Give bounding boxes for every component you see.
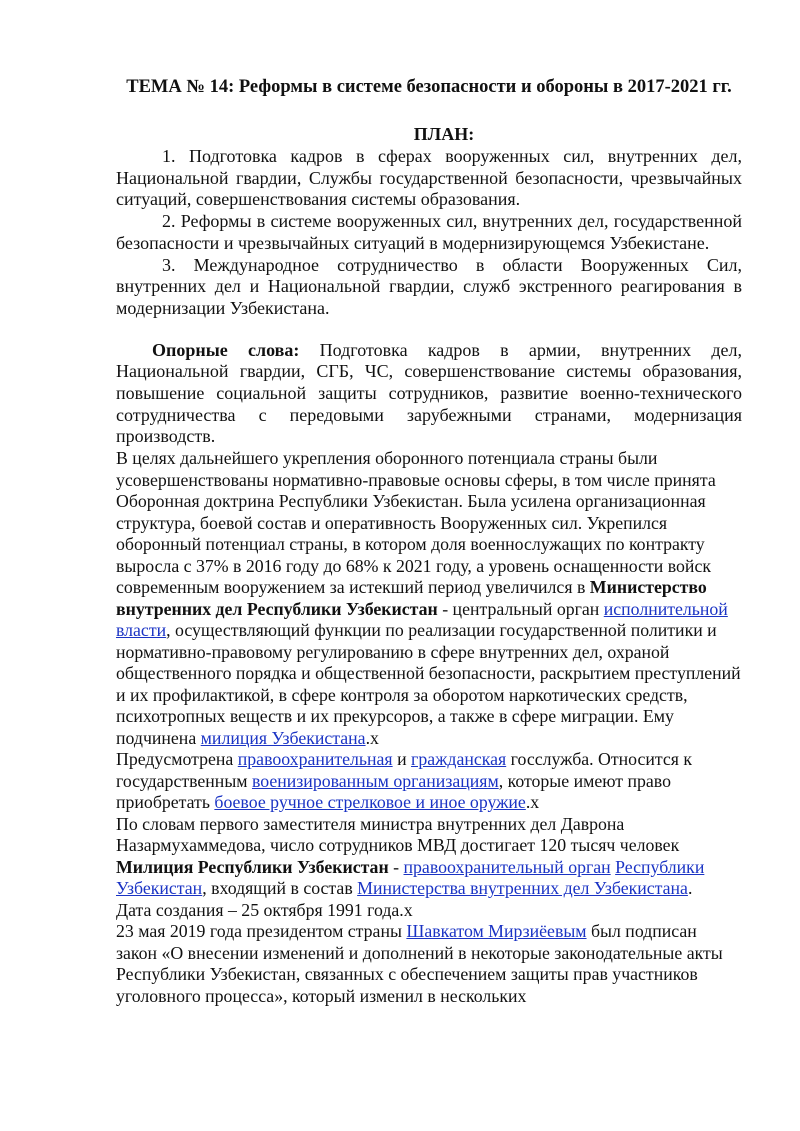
paragraph-law <box>116 921 742 1007</box>
p2-text4: , которые имеют право приобретать <box>116 770 671 813</box>
keywords-text: Подготовка кадров в армии, внутренних дел, Национальной гвардии, СГБ, ЧС, совершенствование системы образования, повышение социальной защиты сотрудников, развитие военно-технического сотрудничества с передовыми зарубежными странами, модернизация производств. <box>116 339 743 447</box>
link-law-enforcement[interactable]: правоохранительная <box>237 749 393 770</box>
plan-item-2: 2. Реформы в системе вооруженных сил, внутренних дел, государственной безопасности и чрезвычайных ситуаций в модернизирующемся Узбекистане. <box>116 211 742 253</box>
plan-heading: ПЛАН: <box>413 124 475 144</box>
p6-text1: 23 мая 2019 года президентом страны <box>116 921 407 942</box>
paragraph-creation-date: Дата создания – 25 октября 1991 года.х <box>116 899 413 920</box>
p1-end: .х <box>365 727 379 748</box>
mvd-heading: Министерство внутренних дел Республики Узбекистан <box>116 577 707 619</box>
p4-end: . <box>687 878 693 899</box>
p1-text2: - центральный орган <box>437 598 604 619</box>
p1-text: В целях дальнейшего укрепления оборонного потенциала страны были усовершенствованы нормативно-правовые основы сферы, в том числе принята Оборонная доктрина Республики Узбекистан. Была усилена организационная структура, боевой состав и оперативность Вооруженных сил. Укрепился оборонный потенциал страны, в котором доля военнослужащих по контракту выросла с 37% в 2016 году до 68% к 2021 году, а уровень оснащенности войск современным вооружением за истекший период увеличился в <box>116 448 716 598</box>
p2-text2: и <box>392 749 412 770</box>
link-mirziyoyev[interactable]: Шавкатом Мирзиёевым <box>406 921 587 942</box>
spacer <box>116 320 742 340</box>
link-militia-uzbekistan[interactable]: милиция Узбекистана <box>200 727 366 748</box>
p4-text3: , входящий в состав <box>202 878 358 899</box>
plan-item-3: 3. Международное сотрудничество в области Вооруженных Сил, внутренних дел и Национальной гвардии, служб экстренного реагирования в модернизации Узбекистана. <box>116 254 742 318</box>
paragraph-service <box>116 749 742 814</box>
link-republic-uzbekistan[interactable]: Республики Узбекистан <box>116 856 705 899</box>
p6-text2: был подписан закон «О внесении изменений и дополнений в некоторые законодательные акты Республики Узбекистан, связанных с обеспечением защиты прав участников уголовного процесса», который изменил в нескольких <box>116 921 723 1006</box>
paragraph-militia <box>116 857 742 900</box>
plan-item-1: 1. Подготовка кадров в сферах вооруженных сил, внутренних дел, Национальной гвардии, Службы государственной безопасности, чрезвычайных ситуаций, совершенствования системы образования. <box>116 146 742 210</box>
p2-end: .х <box>525 792 540 813</box>
link-paramilitary[interactable]: военизированным организациям <box>251 770 499 791</box>
keywords-label: Опорные слова: <box>152 339 300 360</box>
document-title: ТЕМА № 14: Реформы в системе безопасности и обороны в 2017-2021 гг. <box>126 77 732 97</box>
document-page <box>116 72 742 1007</box>
p2-text1: Предусмотрена <box>116 749 238 770</box>
p1-text3: , осуществляющий функции по реализации государственной политики и нормативно-правовому регулированию в сфере внутренних дел, охраной общественного порядка и общественной безопасности, раскрытием преступлений и их профилактикой, в сфере контроля за оборотом наркотических средств, психотропных веществ и их прекурсоров, а также в сфере миграции. Ему подчинена <box>116 620 741 748</box>
link-law-enforcement-body[interactable]: правоохранительный орган <box>403 856 611 877</box>
p4-text1: - <box>388 856 404 877</box>
link-civil[interactable]: гражданская <box>411 749 507 770</box>
p2-text3: госслужба. Относится к государственным <box>116 749 693 791</box>
link-executive-power[interactable]: исполнительной власти <box>116 598 728 641</box>
paragraph-staff: По словам первого заместителя министра внутренних дел Даврона Назармухаммедова, число сотрудников МВД достигает 120 тысяч человек <box>116 813 680 856</box>
link-weapons[interactable]: боевое ручное стрелковое и иное оружие <box>214 792 526 813</box>
keywords-paragraph <box>116 340 742 449</box>
paragraph-defense <box>116 448 742 749</box>
militia-heading: Милиция Республики Узбекистан <box>116 856 389 877</box>
link-ministry-internal-affairs[interactable]: Министерства внутренних дел Узбекистана <box>357 878 688 899</box>
